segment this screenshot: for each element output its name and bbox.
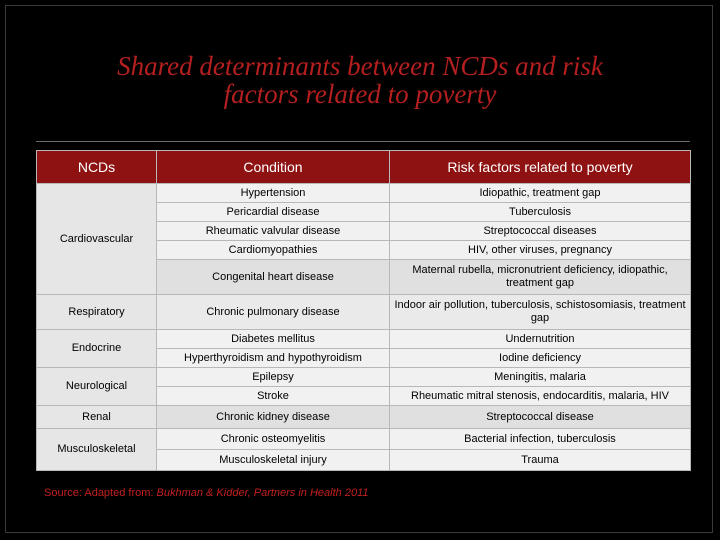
condition-cell: Hyperthyroidism and hypothyroidism <box>157 349 390 368</box>
category-cardiovascular: Cardiovascular <box>37 184 157 295</box>
condition-cell: Epilepsy <box>157 368 390 387</box>
source-citation: Bukhman & Kidder, Partners in Health 2011 <box>156 487 369 499</box>
condition-cell: Rheumatic valvular disease <box>157 222 390 241</box>
risk-cell: Rheumatic mitral stenosis, endocarditis, malaria, HIV <box>390 387 691 406</box>
condition-cell: Chronic osteomyelitis <box>157 429 390 450</box>
risk-cell: Idiopathic, treatment gap <box>390 184 691 203</box>
category-endocrine: Endocrine <box>37 330 157 368</box>
risk-cell: Maternal rubella, micronutrient deficiency, idiopathic, treatment gap <box>390 260 691 295</box>
table-row <box>37 406 691 429</box>
condition-cell: Diabetes mellitus <box>157 330 390 349</box>
source-note <box>44 487 369 499</box>
determinants-table <box>36 150 691 471</box>
condition-cell: Hypertension <box>157 184 390 203</box>
risk-cell: Indoor air pollution, tuberculosis, schistosomiasis, treatment gap <box>390 295 691 330</box>
risk-cell: Iodine deficiency <box>390 349 691 368</box>
risk-cell: Undernutrition <box>390 330 691 349</box>
table-row <box>37 368 691 387</box>
table-row <box>37 429 691 450</box>
risk-cell: Streptococcal diseases <box>390 222 691 241</box>
table-header-row <box>37 151 691 184</box>
risk-cell: Tuberculosis <box>390 203 691 222</box>
condition-cell: Congenital heart disease <box>157 260 390 295</box>
condition-cell: Cardiomyopathies <box>157 241 390 260</box>
condition-cell: Chronic kidney disease <box>157 406 390 429</box>
category-renal: Renal <box>37 406 157 429</box>
table-row <box>37 295 691 330</box>
condition-cell: Musculoskeletal injury <box>157 450 390 471</box>
title-divider <box>36 141 690 142</box>
risk-cell: Streptococcal disease <box>390 406 691 429</box>
title-line-2: factors related to poverty <box>223 79 497 109</box>
slide-title <box>60 52 660 108</box>
condition-cell: Stroke <box>157 387 390 406</box>
category-respiratory: Respiratory <box>37 295 157 330</box>
risk-cell: Trauma <box>390 450 691 471</box>
condition-cell: Pericardial disease <box>157 203 390 222</box>
risk-cell: Bacterial infection, tuberculosis <box>390 429 691 450</box>
source-prefix: Source: Adapted from: <box>44 487 154 499</box>
condition-cell: Chronic pulmonary disease <box>157 295 390 330</box>
table-row <box>37 184 691 203</box>
header-condition: Condition <box>157 151 390 184</box>
category-neurological: Neurological <box>37 368 157 406</box>
category-musculoskeletal: Musculoskeletal <box>37 429 157 471</box>
risk-cell: Meningitis, malaria <box>390 368 691 387</box>
header-risk-factors: Risk factors related to poverty <box>390 151 691 184</box>
table-row <box>37 330 691 349</box>
title-line-1: Shared determinants between NCDs and risk <box>117 51 603 81</box>
risk-cell: HIV, other viruses, pregnancy <box>390 241 691 260</box>
header-ncds: NCDs <box>37 151 157 184</box>
